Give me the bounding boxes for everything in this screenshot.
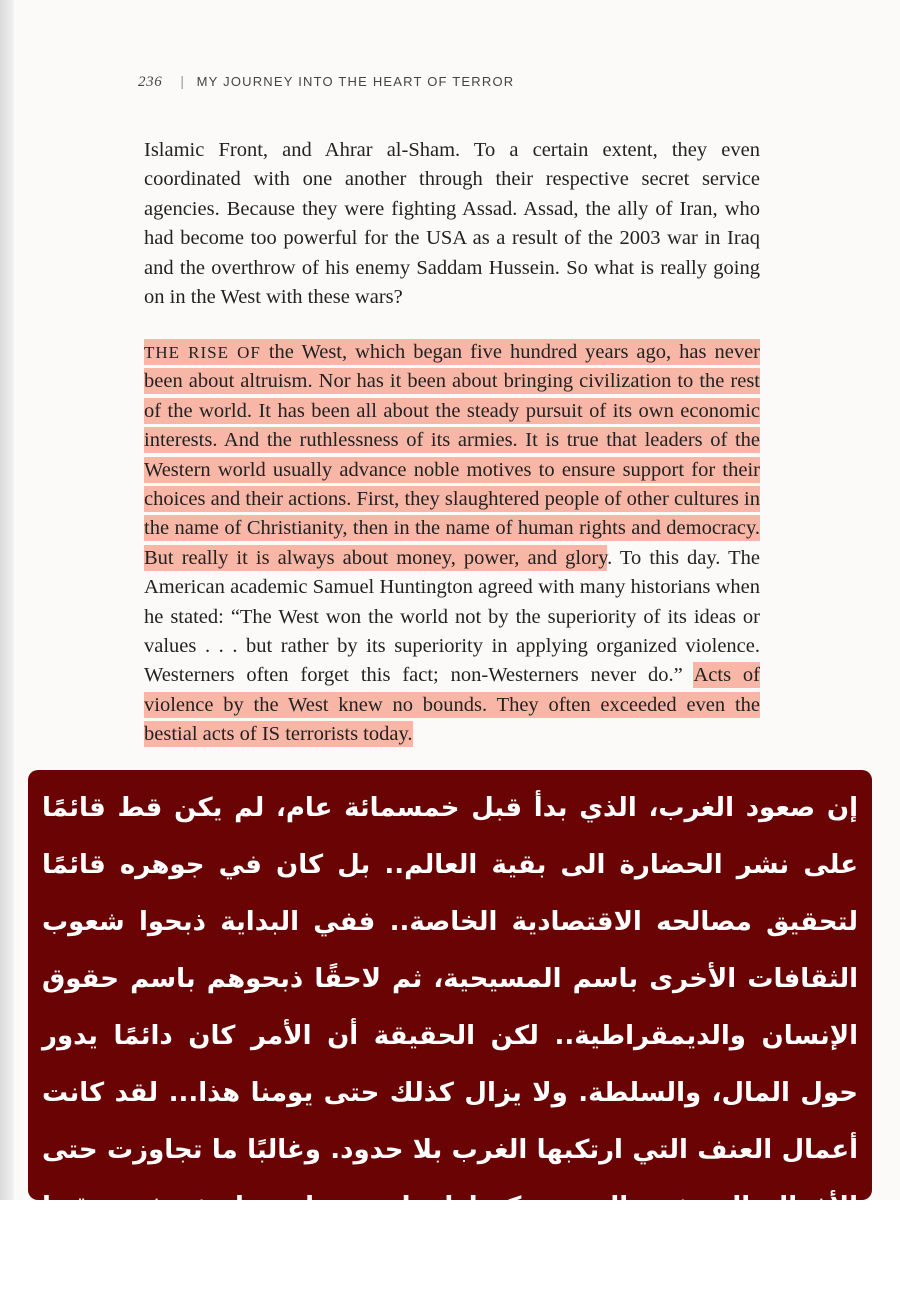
paragraph-2 [144, 338, 760, 750]
paragraph-1: Islamic Front, and Ahrar al-Sham. To a certain extent, they even coordinated with one another through their respective secret service agencies. Because they were fighting Assad. Assad, the ally of Iran, who had become too powerful for the USA as a result of the 2003 war in Iraq and the overthrow of his enemy Saddam Hussein. So what is really going on in the West with these wars? [144, 139, 760, 309]
highlighted-passage-2: Acts of violence by the West knew no bounds. They often exceeded even the bestial acts of IS terrorists today. [144, 664, 761, 746]
highlighted-passage-1 [144, 339, 760, 571]
header-separator: | [180, 74, 185, 90]
arabic-translation-overlay [28, 770, 872, 1279]
page-edge-shadow [0, 0, 14, 1200]
highlight-text-1: the West, which began five hundred years ago, has never been about altruism. Nor has it been about bringing civilization to the rest of the world. It has been all about the steady pursuit of its own economic interests. And the ruthlessness of its armies. It is true that leaders of the Western world usually advance noble motives to ensure support for their choices and their actions. First, they slaughtered people of other cultures in the name of Christianity, then in the name of human rights and democracy. But really it is always about money, power, and glory [144, 341, 760, 569]
book-title: MY JOURNEY INTO THE HEART OF TERROR [196, 74, 515, 89]
running-head [138, 74, 514, 91]
paragraph-lead-in: THE RISE OF [144, 343, 261, 362]
page-number: 236 [138, 74, 163, 90]
plain-text: . To this day. The American academic Samuel Huntington agreed with many historians when he stated: “The West won the world not by the superiority of its ideas or values . . . but rather by its superiority in applying organized violence. Westerners often forget this fact; non-Westerners never do.” [144, 546, 760, 687]
arabic-translation-text: إن صعود الغرب، الذي بدأ قبل خمسمائة عام، لم يكن قط قائمًا على نشر الحضارة الى بقية العالم.. بل كان في جوهره قائمًا لتحقيق مصالحه الاقتصادية الخاصة.. ففي البداية ذبحوا شعوب الثقافات الأخرى باسم المسيحية، ثم لاحقًا ذبحوهم باسم حقوق الإنسان والديمقراطية.. لكن الحقيقة أن الأمر كان دائمًا يدور حول المال، والسلطة. ولا يزال كذلك حتى يومنا هذا... لقد كانت أعمال العنف التي ارتكبها الغرب بلا حدود. وغالبًا ما تجاوزت حتى الأفعال الوحشية التي يرتكبها إرهابيو تنظيم داعش في وقتنا الحاضر. [42, 793, 858, 1279]
